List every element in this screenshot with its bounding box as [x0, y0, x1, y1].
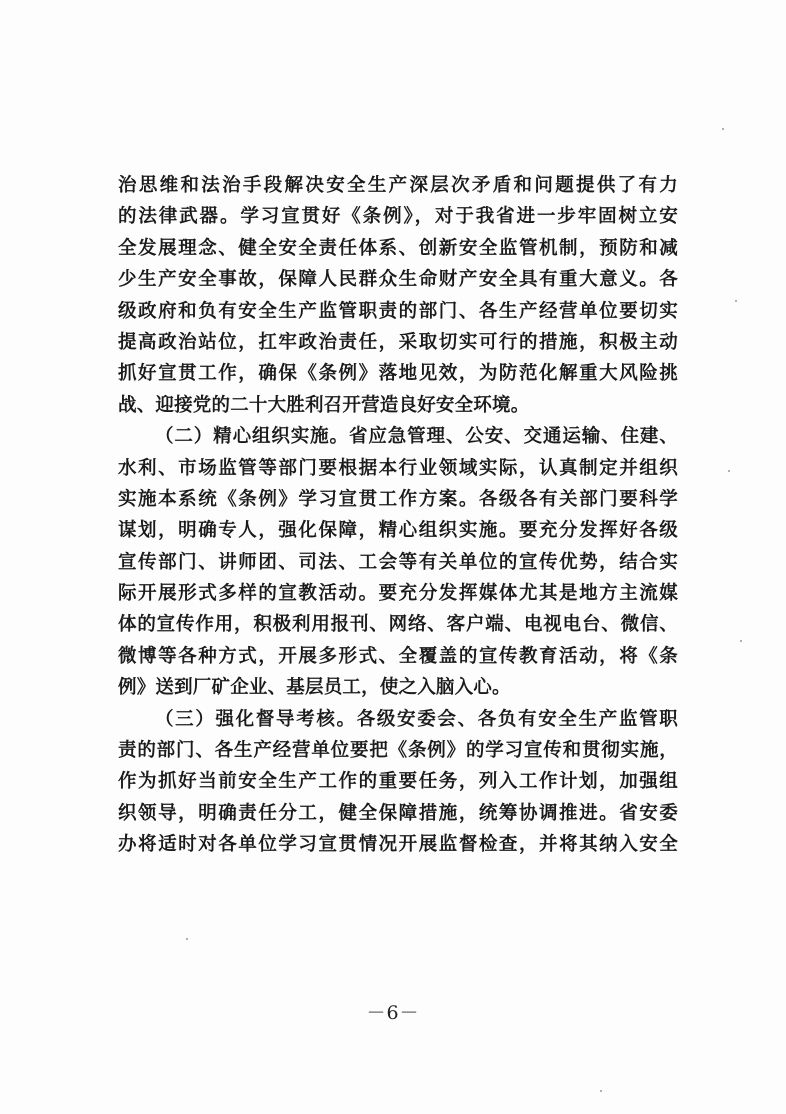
paragraph-line: 抓好宣贯工作，确保《条例》落地见效，为防范化解重大风险挑: [118, 363, 678, 385]
paragraph-3: [118, 704, 678, 861]
scan-speck: [600, 1090, 602, 1092]
text-body: [118, 170, 678, 861]
paragraph-line: 微博等各种方式，开展多形式、全覆盖的宣传教育活动，将《条: [118, 645, 678, 667]
paragraph-line: 责的部门、各生产经营单位要把《条例》的学习宣传和贯彻实施，: [118, 740, 678, 762]
paragraph-text: 省应急管理、公安、交通运输、住建、: [348, 426, 678, 448]
paragraph-2: [118, 421, 678, 704]
paragraph-line: 谋划，明确专人，强化保障，精心组织实施。要充分发挥好各级: [118, 520, 678, 542]
paragraph-line: 实施本系统《条例》学习宣贯工作方案。各级各有关部门要科学: [118, 488, 678, 510]
paragraph-line: 宣传部门、讲师团、司法、工会等有关单位的宣传优势，结合实: [118, 551, 678, 573]
paragraph-line: 全发展理念、健全安全责任体系、创新安全监管机制，预防和减: [118, 237, 678, 259]
paragraph-line: 战、迎接党的二十大胜利召开营造良好安全环境。: [118, 394, 530, 416]
paragraph-line: 体的宣传作用，积极利用报刊、网络、客户端、电视电台、微信、: [118, 614, 678, 636]
paragraph-line: 例》送到厂矿企业、基层员工，使之入脑入心。: [118, 677, 511, 699]
paragraph-1: [118, 170, 678, 421]
scan-speck: [728, 470, 730, 472]
paragraph-first-line: [118, 704, 678, 735]
paragraph-line: 织领导，明确责任分工，健全保障措施，统筹协调推进。省安委: [118, 802, 678, 824]
paragraph-line: 办将适时对各单位学习宣贯情况开展监督检查，并将其纳入安全: [118, 834, 678, 856]
section-heading: （二）精心组织实施。: [155, 426, 349, 448]
scan-speck: [740, 640, 742, 642]
paragraph-line: 治思维和法治手段解决安全生产深层次矛盾和问题提供了有力: [118, 175, 678, 196]
paragraph-line: 水利、市场监管等部门要根据本行业领域实际，认真制定并组织: [118, 457, 678, 479]
paragraph-line: 少生产安全事故，保障人民群众生命财产安全具有重大意义。各: [118, 269, 678, 291]
section-heading: （三）强化督导考核。: [155, 708, 357, 730]
paragraph-line: 作为抓好当前安全生产工作的重要任务，列入工作计划，加强组: [118, 771, 678, 793]
page-number: －6－: [366, 1002, 420, 1024]
scan-speck: [735, 300, 737, 302]
paragraph-line: 际开展形式多样的宣教活动。要充分发挥媒体尤其是地方主流媒: [118, 583, 678, 605]
scan-speck: [722, 128, 724, 130]
paragraph-line: 级政府和负有安全生产监管职责的部门、各生产经营单位要切实: [118, 300, 678, 322]
paragraph-line: 的法律武器。学习宣贯好《条例》，对于我省进一步牢固树立安: [118, 206, 678, 228]
paragraph-text: 各级安委会、各负有安全生产监管职: [356, 708, 678, 730]
paragraph-line: 提高政治站位，扛牢政治责任，采取切实可行的措施，积极主动: [118, 331, 678, 353]
scan-speck: [186, 938, 188, 940]
paragraph-first-line: [118, 421, 678, 452]
